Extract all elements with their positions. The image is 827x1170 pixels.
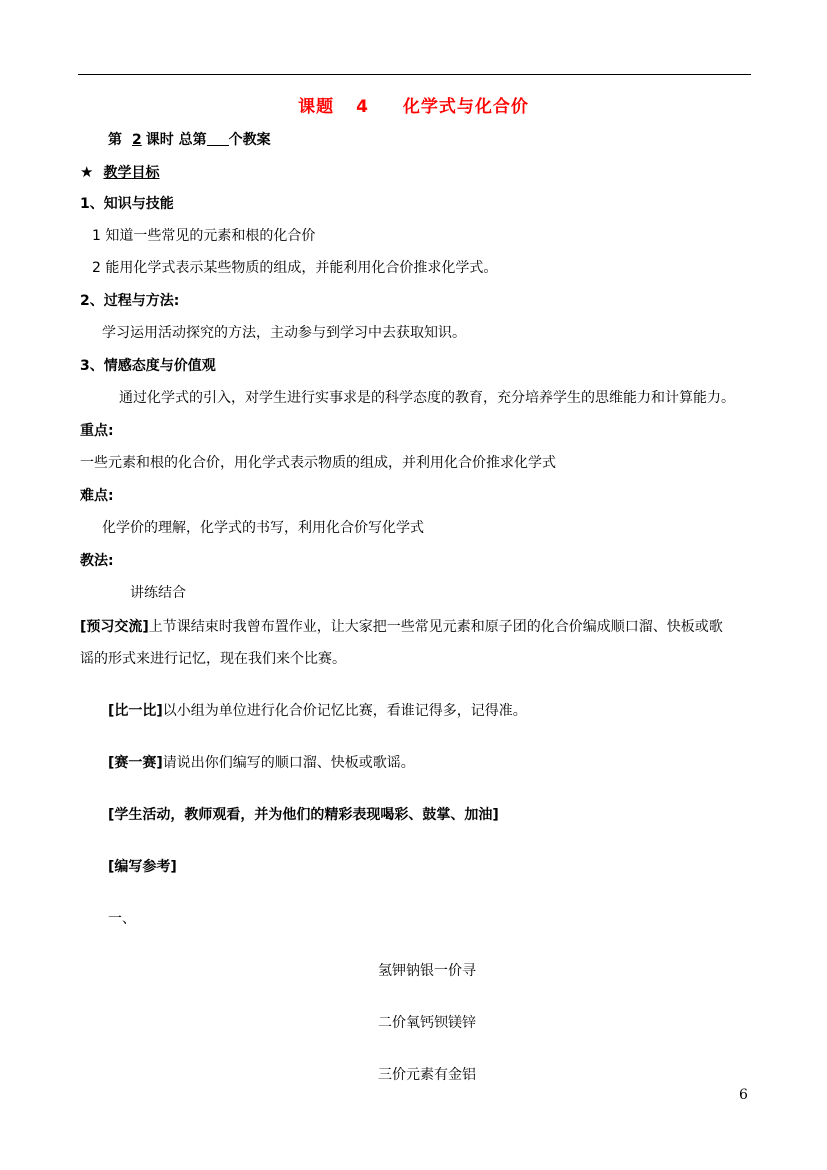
method-text: 讲练结合 [130,585,186,601]
contest-text: 请说出你们编写的顺口溜、快板或歌谣。 [162,755,415,771]
key-points-text: 一些元素和根的化合价，用化学式表示物质的组成，并利用化合价推求化学式 [80,455,556,471]
verse-line-2: 二价氧钙钡镁锌 [378,1015,476,1031]
method-label: 教法: [80,553,114,569]
preview-text-1: 上节课结束时我曾布置作业，让大家把一些常见元素和原子团的化合价编成顺口溜、快板或歌 [148,619,723,635]
preview-line-2: 谣的形式来进行记忆，现在我们来个比赛。 [80,651,346,667]
section-1-title: 1、知识与技能 [80,196,174,212]
section-2-title: 2、过程与方法: [80,293,180,309]
compare-text: 以小组为单位进行化合价记忆比赛，看谁记得多，记得准。 [162,703,527,719]
difficulties-label: 难点: [80,488,114,504]
section-3-title: 3、情感态度与价值观 [80,358,216,374]
preview-tag: [预习交流] [80,619,149,635]
lesson-jiaoan: 个教案 [228,132,271,148]
goals-heading [80,163,159,182]
reference-tag: [编写参考] [108,859,177,875]
section-2-text: 学习运用活动探究的方法，主动参与到学习中去获取知识。 [102,325,466,341]
page-number: 6 [739,1087,748,1103]
lesson-number: 2 [132,132,142,148]
difficulties-text: 化学价的理解，化学式的书写，利用化合价写化学式 [102,520,424,536]
compare-paragraph [108,702,527,720]
preview-line-1 [80,618,723,636]
verse-line-3: 三价元素有金铝 [378,1067,476,1083]
activity-text: [学生活动，教师观看，并为他们的精彩表现喝彩、鼓掌、加油] [108,807,499,823]
compare-tag: [比一比] [108,703,163,719]
key-points-label: 重点: [80,423,114,439]
section-1-item-1: 1 知道一些常见的元素和根的化合价 [92,228,316,244]
header-rule [78,74,751,75]
title-number: 4 [356,97,369,117]
goals-heading-text: 教学目标 [103,165,160,181]
verse-line-1: 氢钾钠银一价寻 [378,963,476,979]
lesson-blank [207,131,229,146]
star-icon: ★ [80,163,94,181]
contest-tag: [赛一赛] [108,755,163,771]
title-main: 化学式与化合价 [402,97,529,117]
section-3-text: 通过化学式的引入，对学生进行实事求是的科学态度的教育，充分培养学生的思维能力和计算能力。 [119,390,735,406]
page-title [0,92,827,117]
lesson-info [108,131,271,149]
contest-paragraph [108,754,415,772]
lesson-keshi: 课时 总第 [145,132,207,148]
section-1-item-2: 2 能用化学式表示某些物质的组成，并能利用化合价推求化学式。 [92,260,498,276]
lesson-di: 第 [108,132,122,148]
reference-number: 一、 [108,911,136,927]
title-prefix: 课题 [298,97,335,117]
